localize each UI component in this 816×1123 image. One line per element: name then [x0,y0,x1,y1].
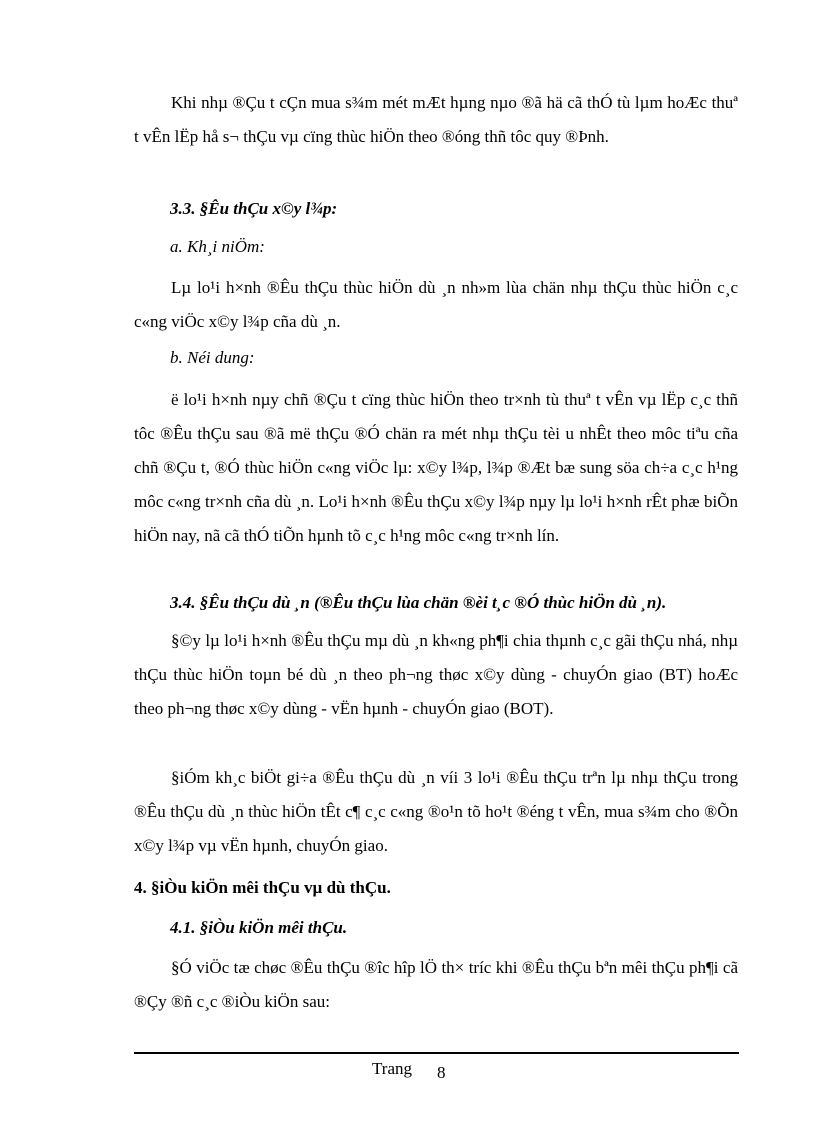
paragraph-content: ë lo¹i h×nh nµy chñ ®Çu t cïng thùc hiÖn theo tr×nh tù thuª t vÊn vµ lËp c¸c thñ tôc ®Êu thÇu sau ®ã më thÇu ®Ó chän ra mét nhµ thÇu tèi u nhÊt theo môc tiªu cña chñ ®Çu t, ®Ó thùc hiÖn c«ng viÖc lµ: x©y l¾p, l¾p ®Æt bæ sung söa ch÷a c¸c h¹ng môc c«ng tr×nh cña dù ¸n. Lo¹i h×nh ®Êu thÇu x©y l¾p nµy lµ lo¹i h×nh rÊt phæ biÕn hiÖn nay, nã cã thÓ tiÕn hµnh tõ c¸c h¹ng môc c«ng tr×nh lín. [134,390,738,545]
paragraph-project-bidding: §©y lµ lo¹i h×nh ®Êu thÇu mµ dù ¸n kh«ng ph¶i chia thµnh c¸c gãi thÇu nhá, nhµ thÇu thùc hiÖn toµn bé dù ¸n theo ph¬ng thøc x©y dùng - chuyÓn giao (BT) hoÆc theo ph¬ng thøc x©y dùng - vËn hµnh - chuyÓn giao (BOT). [134,631,738,718]
heading-4-conditions: 4. §iÒu kiÖn mêi thÇu vµ dù thÇu. [134,878,391,897]
paragraph-concept: Lµ lo¹i h×nh ®Êu thÇu thùc hiÖn dù ¸n nh»m lùa chän nhµ thÇu thùc hiÖn c¸c c«ng viÖc x©y l¾p cña dù ¸n. [134,278,738,331]
heading-3-4-project-bidding: 3.4. §Êu thÇu dù ¸n (®Êu thÇu lùa chän ®èi t¸c ®Ó thùc hiÖn dù ¸n). [170,593,667,612]
paragraph-difference: §iÓm kh¸c biÖt gi÷a ®Êu thÇu dù ¸n víi 3 lo¹i ®Êu thÇu trªn lµ nhµ thÇu trong ®Êu thÇu dù ¸n thùc hiÖn tÊt c¶ c¸c c«ng ®o¹n tõ ho¹t ®éng t vÊn, mua s¾m cho ®Õn x©y l¾p vµ vËn hµnh, chuyÓn giao. [134,768,738,855]
footer-page-number: 8 [437,1063,446,1082]
paragraph-invitation-conditions: §Ó viÖc tæ chøc ®Êu thÇu ®îc hîp lÖ th× tríc khi ®Êu thÇu bªn mêi thÇu ph¶i cã ®Çy ®ñ c¸c ®iÒu kiÖn sau: [134,958,738,1011]
footer-divider [134,1052,739,1054]
subheading-content: b. Néi dung: [170,348,255,367]
subheading-concept: a. Kh¸i niÖm: [170,237,265,256]
paragraph-procurement-self: Khi nhµ ®Çu t cÇn mua s¾m mét mÆt hµng nµo ®ã hä cã thÓ tù lµm hoÆc thuª t vÊn lËp hå s¬ thÇu vµ cïng thùc hiÖn theo ®óng thñ tôc quy ®Þnh. [134,93,738,146]
footer-page-label: Trang [372,1059,412,1078]
heading-3-3-construction-bidding: 3.3. §Êu thÇu x©y l¾p: [170,199,338,218]
heading-4-1-invitation-conditions: 4.1. §iÒu kiÖn mêi thÇu. [170,918,348,937]
